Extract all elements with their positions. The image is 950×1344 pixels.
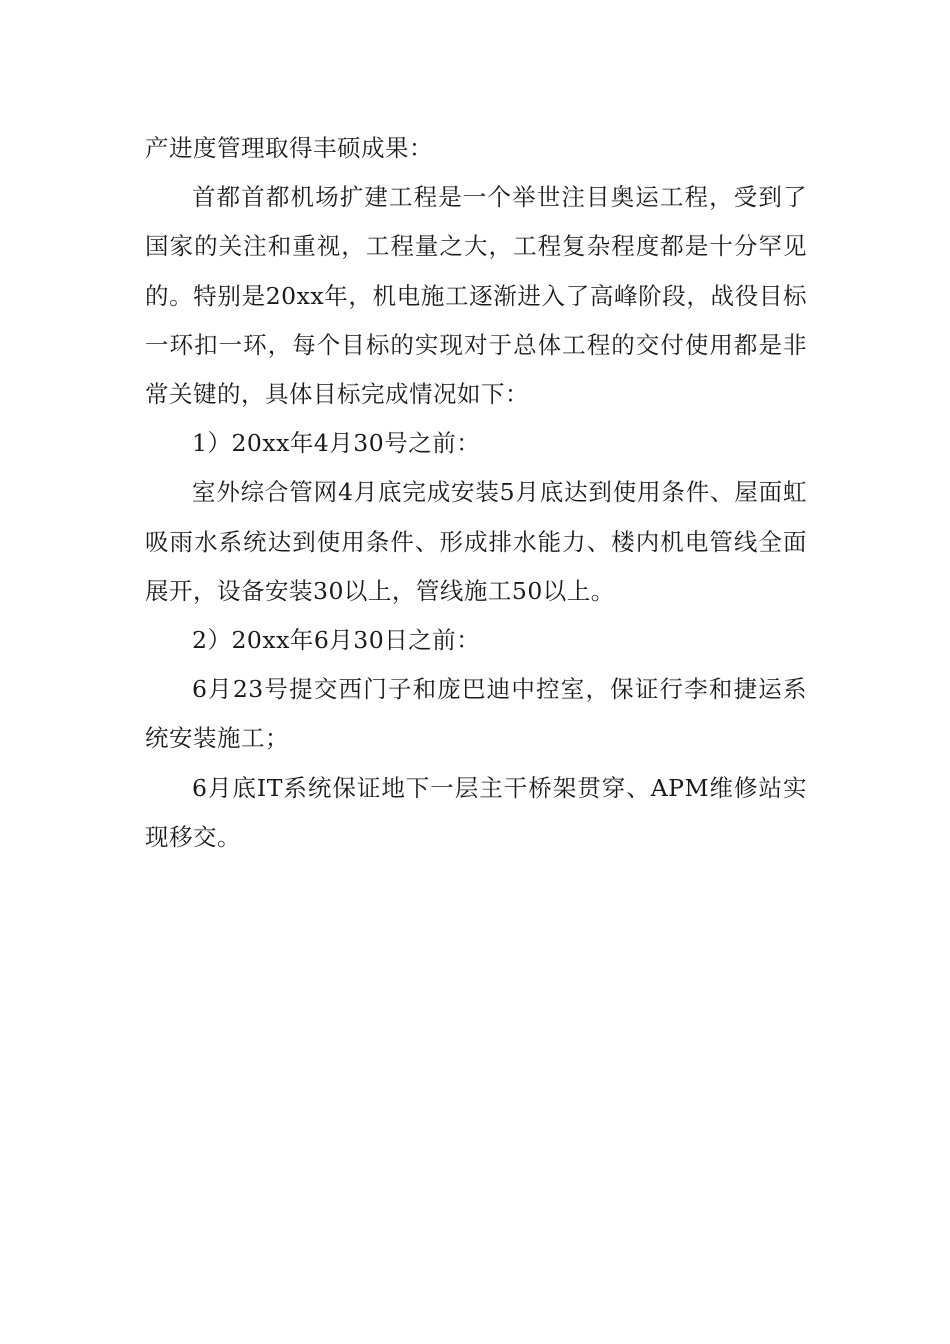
paragraph-2: 首都首都机场扩建工程是一个举世注目奥运工程，受到了国家的关注和重视，工程量之大，工程复杂程度都是十分罕见的。特别是20xx年，机电施工逐渐进入了高峰阶段，战役目标一环扣一环，每个目标的实现对于总体工程的交付使用都是非常关键的，具体目标完成情况如下： xyxy=(145,183,807,409)
paragraph-6: 6月23号提交西门子和庞巴迪中控室，保证行李和捷运系统安装施工； xyxy=(145,675,807,753)
paragraph-3: 1）20xx年4月30号之前： xyxy=(192,429,481,458)
document-body xyxy=(145,124,807,862)
paragraph-7: 6月底IT系统保证地下一层主干桥架贯穿、APM维修站实现移交。 xyxy=(145,773,807,851)
paragraph-1: 产进度管理取得丰硕成果： xyxy=(145,134,433,162)
paragraph-5: 2）20xx年6月30日之前： xyxy=(192,626,481,655)
paragraph-4: 室外综合管网4月底完成安装5月底达到使用条件、屋面虹吸雨水系统达到使用条件、形成排水能力、楼内机电管线全面展开，设备安装30以上，管线施工50以上。 xyxy=(145,478,807,605)
